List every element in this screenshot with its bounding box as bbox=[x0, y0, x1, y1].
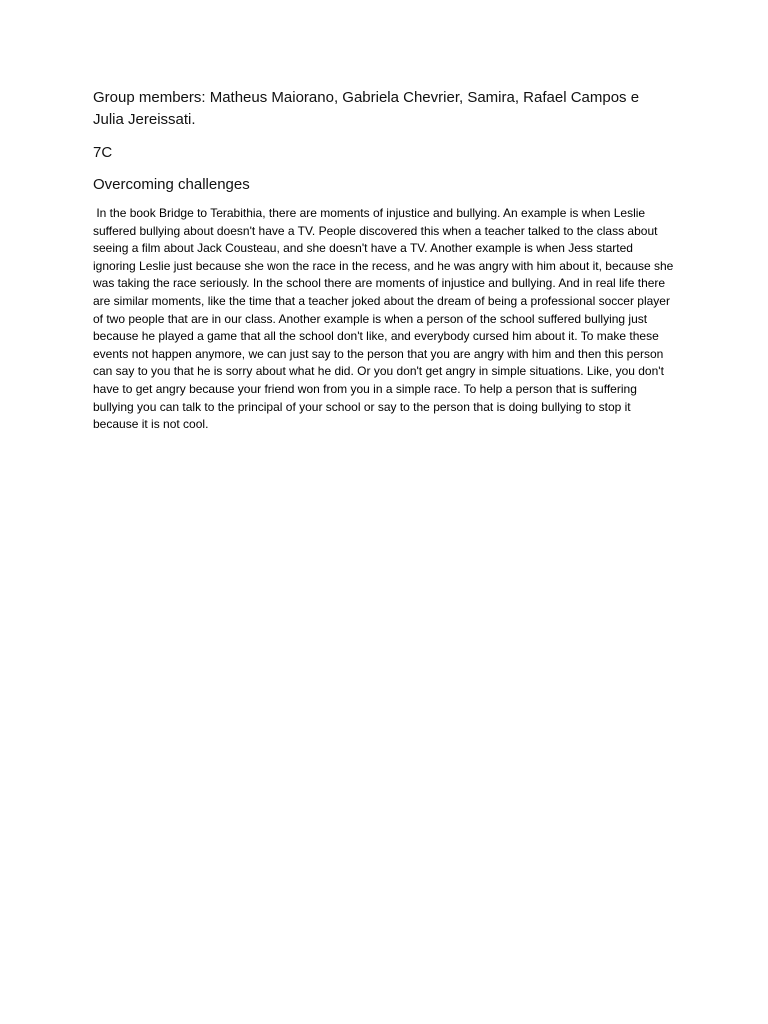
document-title: Overcoming challenges bbox=[93, 176, 250, 193]
group-members-line: Group members: Matheus Maiorano, Gabriela Chevrier, Samira, Rafael Campos e Julia Jereissati. bbox=[93, 89, 640, 128]
body-paragraph: In the book Bridge to Terabithia, there are moments of injustice and bullying. An example is when Leslie suffered bullying about doesn't have a TV. People discovered this when a teacher talked to the class about seeing a film about Jack Cousteau, and she doesn't have a TV. Another example is when Jess started ignoring Leslie just because she won the race in the recess, and he was angry with him about it, because she was taking the race seriously. In the school there are moments of injustice and bullying. And in real life there are similar moments, like the time that a teacher joked about the dream of being a professional soccer player of two people that are in our class. Another example is when a person of the school suffered bullying just because he played a game that all the school don't like, and everybody cursed him about it. To make these events not happen anymore, we can just say to the person that you are angry with him and then this person can say to you that he is sorry about what he did. Or you don't get angry in simple situations. Like, you don't have to get angry because your friend won from you in a simple race. To help a person that is suffering bullying you can talk to the principal of your school or say to the person that is doing bullying to stop it because it is not cool. bbox=[93, 206, 677, 432]
class-label: 7C bbox=[93, 144, 113, 161]
